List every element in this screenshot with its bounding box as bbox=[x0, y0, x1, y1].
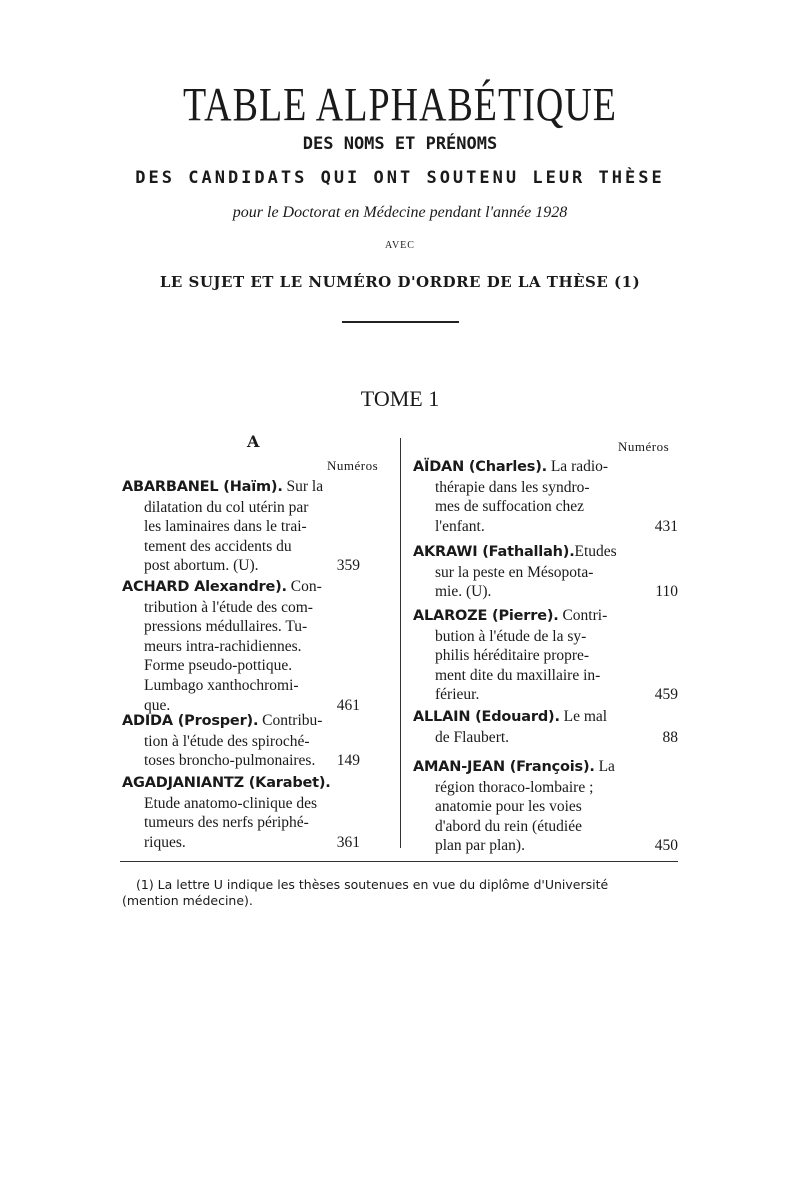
entry-subject-line: Etude anatomo-clinique des bbox=[144, 794, 318, 812]
page-title: TABLE ALPHABÉTIQUE bbox=[183, 79, 617, 132]
footnote bbox=[122, 877, 682, 909]
thesis-entry bbox=[122, 577, 360, 715]
entry-subject-line: mes de suffocation chez bbox=[435, 498, 585, 516]
entry-last-line bbox=[122, 833, 360, 853]
entry-text: Contribu- bbox=[258, 712, 323, 729]
entry-subject-line: tumeurs des nerfs périphé- bbox=[144, 814, 309, 832]
thesis-number: 459 bbox=[654, 686, 678, 704]
section-letter: A bbox=[247, 432, 260, 451]
thesis-number: 88 bbox=[662, 728, 678, 746]
entry-first-line bbox=[122, 711, 360, 732]
entry-first-line bbox=[122, 477, 360, 498]
footnote-divider bbox=[120, 861, 678, 862]
thesis-number: 359 bbox=[336, 557, 360, 575]
candidate-name: AGADJANIANTZ (Karabet). bbox=[122, 775, 331, 791]
candidate-name: ABARBANEL (Haïm). bbox=[122, 479, 283, 495]
entry-subject-line: tion à l'étude des spiroché- bbox=[144, 732, 310, 750]
entry-last-line bbox=[413, 517, 678, 537]
entry-text: Le mal bbox=[559, 708, 608, 725]
tome-heading: TOME 1 bbox=[360, 386, 440, 411]
thesis-number: 149 bbox=[336, 752, 360, 770]
entry-first-line bbox=[413, 757, 678, 778]
entry-subject-line: d'abord du rein (étudiée bbox=[435, 817, 582, 835]
candidate-name: AMAN-JEAN (François). bbox=[413, 759, 595, 775]
entry-last-line bbox=[413, 582, 678, 602]
thesis-number: 461 bbox=[336, 696, 360, 714]
column-divider bbox=[400, 438, 401, 848]
entry-text: La bbox=[594, 758, 615, 775]
entry-text: Con- bbox=[286, 578, 322, 595]
entry-last-line bbox=[413, 836, 678, 856]
entry-text: La radio- bbox=[546, 458, 609, 475]
entry-text: Contri- bbox=[558, 607, 608, 624]
entry-text: Etudes bbox=[574, 543, 617, 560]
thesis-entry bbox=[413, 606, 678, 705]
thesis-number: 361 bbox=[336, 833, 360, 851]
entry-subject-end: post abortum. (U). bbox=[144, 557, 259, 575]
entry-text: Sur la bbox=[282, 478, 324, 495]
subtitle-doctorate: pour le Doctorat en Médecine pendant l'année 1928 bbox=[232, 204, 568, 221]
entry-first-line bbox=[413, 606, 678, 627]
candidate-name: AÏDAN (Charles). bbox=[413, 459, 547, 475]
entry-subject-line: pressions médullaires. Tu- bbox=[144, 618, 308, 636]
title-divider bbox=[342, 321, 459, 323]
entry-subject-line: dilatation du col utérin par bbox=[144, 498, 309, 516]
entry-subject-end: mie. (U). bbox=[435, 583, 492, 601]
entry-subject-end: que. bbox=[144, 696, 171, 714]
entry-subject-line: Forme pseudo-pottique. bbox=[144, 657, 293, 675]
entry-subject-end: de Flaubert. bbox=[435, 728, 510, 746]
candidate-name: ADIDA (Prosper). bbox=[122, 713, 259, 729]
entry-subject-line: tement des accidents du bbox=[144, 537, 292, 555]
thesis-entry bbox=[122, 711, 360, 771]
entry-last-line bbox=[122, 556, 360, 576]
entry-subject-end: toses broncho-pulmonaires. bbox=[144, 752, 316, 770]
thesis-entry bbox=[413, 757, 678, 856]
candidate-name: ALAROZE (Pierre). bbox=[413, 608, 559, 624]
entry-first-line bbox=[122, 773, 360, 794]
footnote-line-1: (1) La lettre U indique les thèses soutenues en vue du diplôme d'Université bbox=[136, 877, 609, 892]
entry-subject-line: Lumbago xanthochromi- bbox=[144, 676, 299, 694]
entry-subject-line: les laminaires dans le trai- bbox=[144, 518, 307, 536]
entry-first-line bbox=[413, 457, 678, 478]
thesis-entry bbox=[413, 707, 678, 747]
entry-subject-line: région thoraco-lombaire ; bbox=[435, 778, 594, 796]
subtitle-candidates: DES CANDIDATS QUI ONT SOUTENU LEUR THÈSE bbox=[135, 168, 665, 188]
entry-subject-line: meurs intra-rachidiennes. bbox=[144, 637, 302, 655]
entry-subject-end: l'enfant. bbox=[435, 517, 485, 535]
thesis-number: 450 bbox=[654, 837, 678, 855]
numeros-header-right: Numéros bbox=[618, 439, 670, 454]
entry-subject-line: tribution à l'étude des com- bbox=[144, 598, 313, 616]
entry-first-line bbox=[413, 707, 678, 728]
candidate-name: ACHARD Alexandre). bbox=[122, 579, 287, 595]
entry-subject-line: anatomie pour les voies bbox=[435, 798, 582, 816]
entry-first-line bbox=[122, 577, 360, 598]
thesis-number: 431 bbox=[654, 517, 678, 535]
footnote-line-2: (mention médecine). bbox=[122, 893, 253, 908]
entry-subject-end: plan par plan). bbox=[435, 837, 525, 855]
candidate-name: ALLAIN (Edouard). bbox=[413, 709, 560, 725]
entry-subject-line: thérapie dans les syndro- bbox=[435, 478, 590, 496]
subtitle-avec: AVEC bbox=[385, 240, 415, 251]
entry-subject-line: sur la peste en Mésopota- bbox=[435, 563, 594, 581]
subtitle-subject: LE SUJET ET LE NUMÉRO D'ORDRE DE LA THÈSE (1) bbox=[159, 273, 641, 291]
thesis-entry bbox=[122, 477, 360, 576]
entry-subject-end: férieur. bbox=[435, 686, 480, 704]
entry-last-line bbox=[122, 751, 360, 771]
entry-last-line bbox=[413, 685, 678, 705]
entry-last-line bbox=[413, 728, 678, 748]
entry-subject-line: ment dite du maxillaire in- bbox=[435, 666, 601, 684]
entry-first-line bbox=[413, 542, 678, 563]
thesis-entry bbox=[413, 542, 678, 602]
numeros-header-left: Numéros bbox=[327, 458, 379, 473]
subtitle-names: DES NOMS ET PRÉNOMS bbox=[302, 134, 498, 154]
candidate-name: AKRAWI (Fathallah). bbox=[413, 544, 575, 560]
entry-subject-end: riques. bbox=[144, 833, 186, 851]
thesis-entry bbox=[122, 773, 360, 852]
entry-subject-line: bution à l'étude de la sy- bbox=[435, 627, 587, 645]
entry-subject-line: philis héréditaire propre- bbox=[435, 647, 590, 665]
thesis-entry bbox=[413, 457, 678, 536]
thesis-number: 110 bbox=[655, 583, 678, 601]
